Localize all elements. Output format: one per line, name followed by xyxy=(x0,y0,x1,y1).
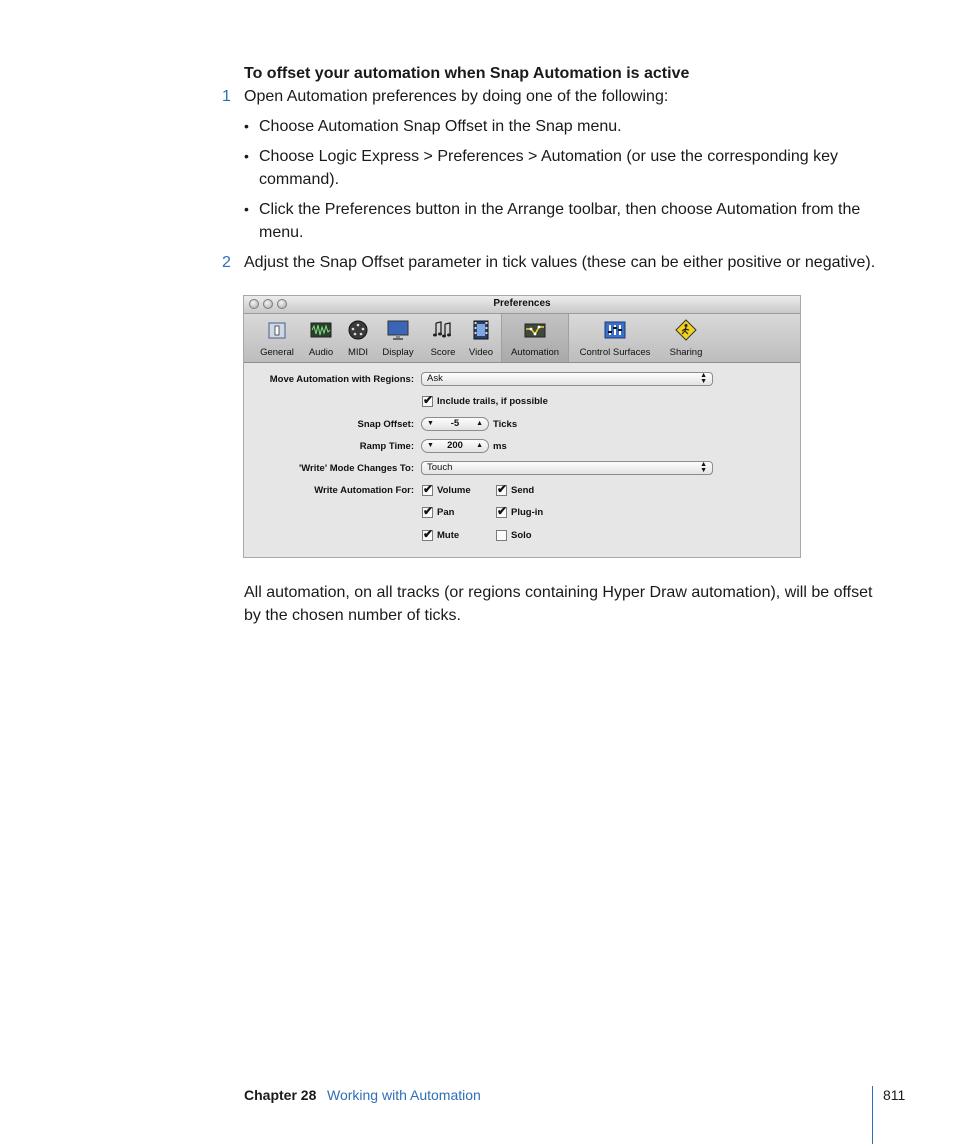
tab-general[interactable] xyxy=(254,314,300,362)
step-number: 2 xyxy=(222,254,231,271)
bullet-marker: • xyxy=(244,118,249,134)
decrement-icon[interactable]: ▼ xyxy=(427,442,434,449)
popup-arrows-icon: ▲ ▼ xyxy=(700,372,707,385)
include-trails-checkbox[interactable] xyxy=(422,393,434,407)
tab-automation[interactable] xyxy=(501,314,569,362)
tab-label: Sharing xyxy=(669,347,703,358)
procedure-heading: To offset your automation when Snap Automation is active xyxy=(244,65,690,82)
include-trails-label: Include trails, if possible xyxy=(437,396,548,407)
ramp-time-label: Ramp Time: xyxy=(359,441,414,452)
tab-label: General xyxy=(260,347,294,358)
check-mark-icon: ✔ xyxy=(423,482,434,496)
popup-value: Ask xyxy=(427,373,443,384)
footer-divider xyxy=(872,1086,873,1144)
step-text: Open Automation preferences by doing one of the following: xyxy=(244,88,669,105)
title-bar xyxy=(244,296,800,314)
popup-arrows-icon: ▲ ▼ xyxy=(700,461,707,474)
bullet-text: Choose Logic Express > Preferences > Automation (or use the corresponding key xyxy=(259,148,838,165)
closing-paragraph-line: by the chosen number of ticks. xyxy=(244,607,461,624)
tab-video[interactable] xyxy=(462,314,500,362)
write-mode-popup[interactable] xyxy=(421,461,713,475)
display-icon xyxy=(387,319,409,341)
decrement-icon[interactable]: ▼ xyxy=(427,420,434,427)
tab-score[interactable] xyxy=(424,314,462,362)
plug-in-label: Plug-in xyxy=(511,507,544,518)
volume-checkbox[interactable] xyxy=(422,482,434,496)
volume-label: Volume xyxy=(437,485,471,496)
preferences-toolbar xyxy=(244,314,800,363)
tab-control-surfaces[interactable] xyxy=(570,314,660,362)
tab-label: Automation xyxy=(510,347,560,358)
bullet-text-cont: command). xyxy=(259,171,340,188)
tab-label: Audio xyxy=(308,347,334,358)
send-checkbox[interactable] xyxy=(496,482,508,496)
increment-icon[interactable]: ▲ xyxy=(476,442,483,449)
ramp-time-value: 200 xyxy=(447,440,463,451)
tab-label: MIDI xyxy=(347,347,369,358)
popup-value: Touch xyxy=(427,462,453,473)
check-mark-icon: ✔ xyxy=(423,527,434,541)
video-icon xyxy=(470,319,492,341)
score-icon xyxy=(432,319,454,341)
page-number: 811 xyxy=(883,1087,906,1103)
write-for-label: Write Automation For: xyxy=(314,485,414,496)
mute-label: Mute xyxy=(437,530,460,541)
pan-label: Pan xyxy=(437,507,455,518)
snap-offset-value: -5 xyxy=(450,418,460,429)
solo-label: Solo xyxy=(511,530,532,541)
snap-offset-label: Snap Offset: xyxy=(357,419,414,430)
bullet-text: Choose Automation Snap Offset in the Snap menu. xyxy=(259,118,622,135)
step-number: 1 xyxy=(222,88,231,105)
bullet-text-cont: menu. xyxy=(259,224,304,241)
ramp-time-stepper[interactable] xyxy=(421,439,489,453)
automation-icon xyxy=(524,319,546,341)
mute-checkbox[interactable] xyxy=(422,527,434,541)
bullet-marker: • xyxy=(244,148,249,164)
tab-audio[interactable] xyxy=(302,314,340,362)
send-label: Send xyxy=(511,485,535,496)
preferences-window xyxy=(243,295,801,558)
midi-icon xyxy=(347,319,369,341)
check-mark-icon: ✔ xyxy=(423,504,434,518)
write-mode-label: 'Write' Mode Changes To: xyxy=(298,463,414,474)
audio-icon xyxy=(310,319,332,341)
closing-paragraph-line: All automation, on all tracks (or regions containing Hyper Draw automation), will be offset xyxy=(244,584,873,601)
increment-icon[interactable]: ▲ xyxy=(476,420,483,427)
window-title: Preferences xyxy=(493,298,551,309)
footer-chapter-title: Working with Automation xyxy=(327,1087,481,1103)
move-automation-popup[interactable] xyxy=(421,372,713,386)
solo-checkbox[interactable] xyxy=(496,530,507,541)
move-automation-label: Move Automation with Regions: xyxy=(269,374,414,385)
tab-label: Score xyxy=(430,347,456,358)
pan-checkbox[interactable] xyxy=(422,504,434,518)
tab-display[interactable] xyxy=(376,314,420,362)
plug-in-checkbox[interactable] xyxy=(496,504,508,518)
bullet-text: Click the Preferences button in the Arrange toolbar, then choose Automation from the xyxy=(259,201,861,218)
snap-offset-stepper[interactable] xyxy=(421,417,489,431)
check-mark-icon: ✔ xyxy=(497,482,508,496)
general-icon xyxy=(266,319,288,341)
ramp-time-unit: ms xyxy=(493,441,507,452)
sharing-icon xyxy=(675,319,697,341)
bullet-marker: • xyxy=(244,201,249,217)
footer-chapter: Chapter 28 xyxy=(244,1087,317,1103)
check-mark-icon: ✔ xyxy=(497,504,508,518)
tab-label: Control Surfaces xyxy=(579,347,651,358)
control-surfaces-icon xyxy=(604,319,626,341)
tab-midi[interactable] xyxy=(342,314,374,362)
tab-sharing[interactable] xyxy=(662,314,710,362)
tab-label: Display xyxy=(382,347,414,358)
step-text: Adjust the Snap Offset parameter in tick values (these can be either positive or negative). xyxy=(244,254,876,271)
check-mark-icon: ✔ xyxy=(423,393,434,407)
snap-offset-unit: Ticks xyxy=(493,419,518,430)
tab-label: Video xyxy=(468,347,494,358)
